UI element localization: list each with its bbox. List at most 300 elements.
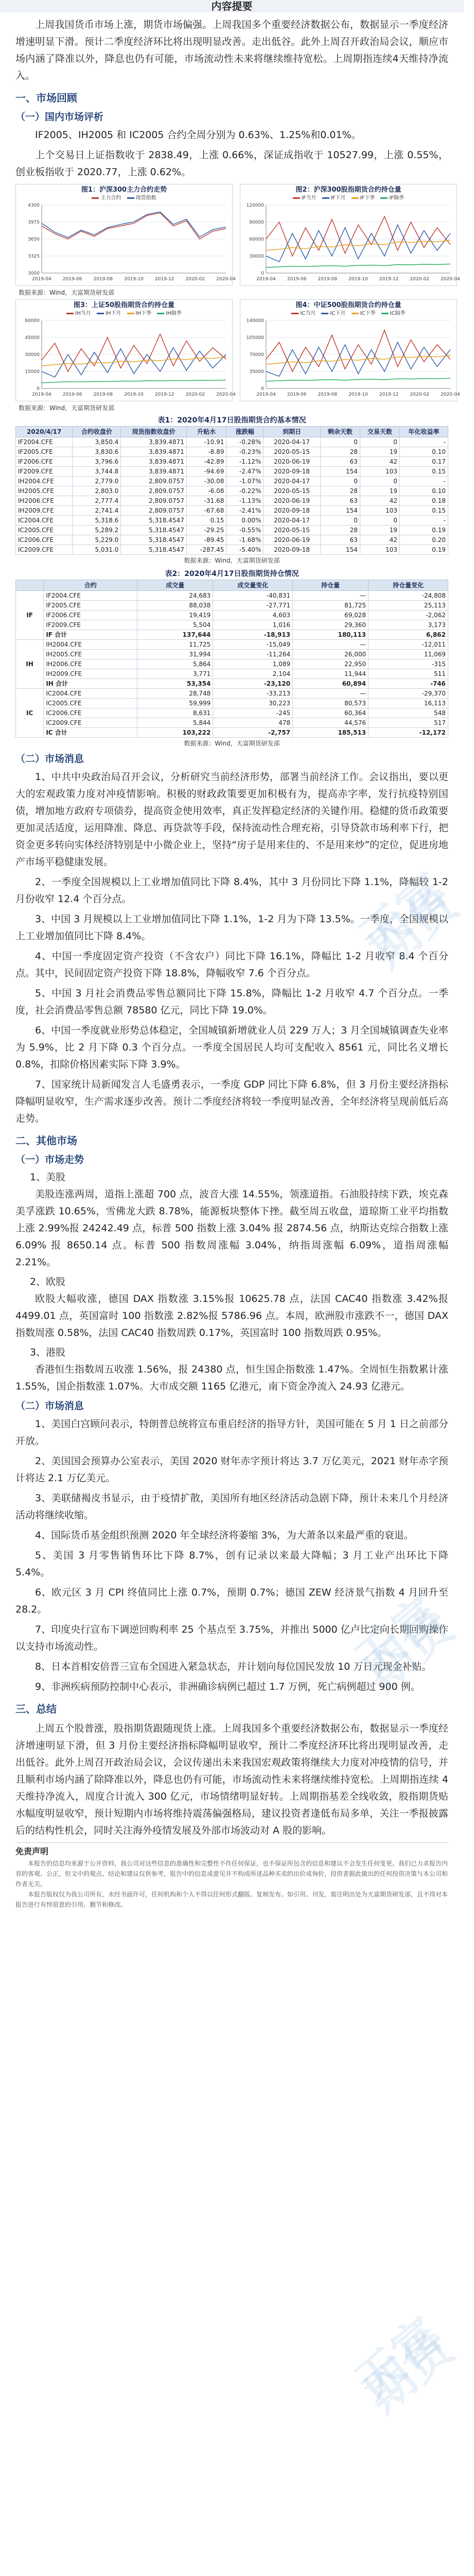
- watermark: 天富期货: [349, 864, 467, 978]
- table-header-cell: 现货指数收盘价: [121, 427, 187, 437]
- y-tick-label: 30000: [25, 352, 40, 358]
- chart-plot: [242, 202, 460, 284]
- table-cell: 5,318.4547: [121, 545, 187, 555]
- page-title: 内容提要: [211, 0, 253, 12]
- table-cell: 0.10: [400, 447, 448, 457]
- y-tick-label: 0: [37, 386, 40, 392]
- table-row: [16, 611, 448, 620]
- table-cell: -67.68: [186, 506, 226, 516]
- x-tick-label: 2019-08: [93, 277, 113, 282]
- table-cell: 25,113: [368, 601, 448, 611]
- overseas-news-item: 5、美国 3 月零售销售环比下降 8.7%，创有记录以来最大降幅；3 月工业产出环比下降 5.4%。: [15, 1550, 448, 1578]
- table-cell: 5,318.4547: [121, 516, 187, 526]
- section-summary-title: 三、总结: [15, 1703, 57, 1715]
- table-group-label: IF: [16, 591, 44, 640]
- legend-item: IC下季: [352, 311, 376, 316]
- table-cell: -: [400, 516, 448, 526]
- table-cell: 0: [360, 516, 399, 526]
- table-cell: 185,513: [293, 728, 368, 738]
- table-row: [16, 708, 448, 718]
- table-cell: -5.40%: [226, 545, 264, 555]
- table-cell: IH2004.CFE: [44, 640, 137, 650]
- table-row: [16, 467, 448, 477]
- table-row: [16, 689, 448, 699]
- table-row: [16, 601, 448, 611]
- domestic-paragraph-1: IF2005、IH2005 和 IC2005 合约全周分别为 0.63%、1.25%和0.01%。: [35, 129, 361, 141]
- table-cell: —: [293, 689, 368, 699]
- table-cell: 103,222: [137, 728, 213, 738]
- table-cell: 2,779.0: [73, 477, 121, 486]
- x-tick-label: 2019-12: [379, 277, 399, 282]
- table-cell: 511: [368, 669, 448, 679]
- table-cell: -40,831: [213, 591, 293, 601]
- x-tick-label: 2020-04: [441, 392, 460, 397]
- watermark: 天富期货: [345, 1587, 463, 1702]
- table-row: [16, 447, 448, 457]
- table-header-cell: 到期日: [264, 427, 320, 437]
- table-cell: -31.68: [186, 496, 226, 506]
- table-cell: -1.68%: [226, 535, 264, 545]
- table-cell: 3,830.6: [73, 447, 121, 457]
- table-cell: —: [293, 591, 368, 601]
- table2-title: 表2：2020年4月17日股指期货持仓情况: [165, 570, 299, 578]
- table-cell: 16,113: [368, 699, 448, 708]
- futures-basics-table: [15, 426, 448, 555]
- disclaimer-paragraph: 本报告的信息均来源于公开资料，我公司对这些信息的准确性和完整性不作任何保证，也不保证所包含的信息和建议不会发生任何变更。我们已力求报告内容的客观、公正，但文中的观点、结论和建议仅供参考，报告中的信息或意见并不构成所述品种买卖的出价或询价，投资者据此做出的任何投资决策与本公司和作者无关。: [15, 1860, 448, 1888]
- x-tick-label: 2019-08: [318, 392, 338, 397]
- table-cell: -6.08: [186, 486, 226, 496]
- chart-legend: [242, 195, 454, 202]
- table-cell: 0.15: [400, 467, 448, 477]
- table-cell: 22,950: [293, 659, 368, 669]
- table-cell: -24,808: [368, 591, 448, 601]
- table-cell: 0: [360, 477, 399, 486]
- table-cell: 63: [320, 496, 360, 506]
- overseas-news-item: 3、美联储褐皮书显示，由于疫情扩散，美国所有地区经济活动急剧下降，预计未来几个月经济活动将继续收缩。: [15, 1493, 448, 1521]
- table-cell: 3,839.4871: [121, 447, 187, 457]
- table-cell: 2,777.4: [73, 496, 121, 506]
- x-tick-label: 2020-04: [441, 277, 460, 282]
- table-header-cell: 持仓量变化: [368, 580, 448, 591]
- x-tick-label: 2019-12: [379, 392, 399, 397]
- table1-source-note: 数据来源：Wind，天富期货研发部: [184, 557, 280, 564]
- chart-legend: [18, 310, 230, 317]
- disclaimer-paragraph: 本报告版权仅为我公司所有，未经书面许可，任何机构和个人不得以任何形式翻版、复制发布。如引用、刊发，需注明出处为天富期货研发部，且不得对本报告进行有悖原意的引用、删节和修改。: [15, 1891, 448, 1908]
- table-cell: 0.20: [400, 535, 448, 545]
- chart-source-note: 数据来源：Wind，天富期货研发部: [19, 289, 115, 296]
- table-cell: IF2009.CFE: [16, 467, 73, 477]
- series-line: [42, 348, 226, 377]
- table-cell: 517: [368, 718, 448, 728]
- y-tick-label: 45000: [25, 335, 40, 341]
- table-cell: 2,809.0757: [121, 506, 187, 516]
- table-row: [16, 457, 448, 467]
- table-header-cell: [16, 580, 44, 591]
- table-cell: 0.00%: [226, 516, 264, 526]
- table-cell: 19: [360, 526, 399, 535]
- table-cell: 2,741.4: [73, 506, 121, 516]
- x-tick-label: 2019-12: [154, 392, 174, 397]
- table-cell: 63: [320, 457, 360, 467]
- news-item: 6、中国一季度就业形势总体稳定，全国城镇新增就业人员 229 万人；3 月全国城镇调查失业率为 5.9%，比 2 月下降 0.3 个百分点。一季度全国居民人均可支配收入 8561 元，同比名义增长 0.8%，扣除价格因素实际下降 3.9%。: [15, 1025, 448, 1070]
- x-tick-label: 2020-02: [185, 277, 205, 282]
- table-cell: 24,683: [137, 591, 213, 601]
- table-header-row: [16, 427, 448, 437]
- table-cell: 0.15: [400, 506, 448, 516]
- legend-item: IC隔季: [381, 311, 406, 316]
- chart-plot: [18, 202, 236, 284]
- table-header-cell: 合约: [44, 580, 137, 591]
- table-cell: IF2004.CFE: [44, 591, 137, 601]
- table-cell: 2,809.0757: [121, 496, 187, 506]
- table-cell: -18,913: [213, 630, 293, 640]
- legend-item: IH当月: [66, 311, 91, 316]
- table-cell: 5,504: [137, 620, 213, 630]
- subsection-domestic-title: （一）国内市场评析: [15, 111, 104, 123]
- table-cell: 2020-06-19: [264, 496, 320, 506]
- chart-title: 图2：沪深300股指期货合约持仓量: [295, 186, 401, 194]
- table-row: [16, 669, 448, 679]
- summary-conclusion-paragraph: 上周五个股普涨，股指期货跟随现货上涨。上周我国多个重要经济数据公布，数据显示一季度经济增速明显下滑，但 3 月份主要经济指标降幅明显收窄，预计二季度经济环比将出现明显改善，走出低谷。此外上周召开政治局会议，会议传递出未来我国宏观政策将继续大力度对冲疫情的信号，并且顺利市场内涵了除降准以外，降息也仍有可能，市场流动性未来将继续维持宽松。上周期指连续 4 天维持净流入，周度合计流入 300 亿元，市场情绪明显好转。上周期指基差全线收敛，股指期货贴水幅度明显收窄，预计短期内市场将维持震荡偏强格局，建议投资者逢低布局多单，关注一季报披露后的结构性机会，同时关注海外疫情发展及外部市场波动对 A 股的影响。: [15, 1723, 448, 1836]
- page-header: [0, 0, 464, 12]
- table-cell: 80,573: [293, 699, 368, 708]
- y-tick-label: 0: [261, 271, 264, 276]
- x-tick-label: 2019-10: [124, 392, 144, 397]
- table-cell: IH2006.CFE: [44, 659, 137, 669]
- chart-title: 图4：中证500股指期货合约持仓量: [295, 301, 401, 309]
- table-row: [16, 699, 448, 708]
- table-row: [16, 640, 448, 650]
- us-stocks-heading: 1、美股: [30, 1172, 66, 1183]
- table-cell: IH2004.CFE: [16, 477, 73, 486]
- table-row: [16, 516, 448, 526]
- table-cell: 3,771: [137, 669, 213, 679]
- table2-source-note: 数据来源：Wind，天富期货研发部: [184, 740, 280, 747]
- table-row: [16, 486, 448, 496]
- table-cell: IH2005.CFE: [16, 486, 73, 496]
- table-row: [16, 591, 448, 601]
- table-header-row: [16, 580, 448, 591]
- summary-paragraph: 上周我国货币市场上涨，期货市场偏强。上周我国多个重要经济数据公布，数据显示一季度经济增速明显下滑。预计二季度经济环比将出现明显改善。走出低谷。此外上周召开政治局会议，顺应市场内涵了降准以外，降息也仍有可能，市场流动性未来将继续维持宽松。上周期指连续4天维持净流入。: [15, 19, 448, 81]
- table-cell: 0.15: [186, 516, 226, 526]
- table-cell: 19: [360, 486, 399, 496]
- table-cell: -: [400, 437, 448, 447]
- table-cell: -12,172: [368, 728, 448, 738]
- table-cell: 5,229.0: [73, 535, 121, 545]
- eu-stocks-heading: 2、欧股: [30, 1276, 66, 1287]
- table-cell: 3,173: [368, 620, 448, 630]
- section-other-markets-title: 二、其他市场: [15, 1134, 77, 1147]
- table-cell: 2020-04-17: [264, 477, 320, 486]
- table-cell: 5,318.6: [73, 516, 121, 526]
- table-cell: 103: [360, 545, 399, 555]
- table-cell: IF2005.CFE: [44, 601, 137, 611]
- table-cell: 63: [320, 535, 360, 545]
- series-line: [266, 330, 450, 371]
- table-cell: 28,748: [137, 689, 213, 699]
- x-tick-label: 2019-08: [93, 392, 113, 397]
- table-cell: IH2009.CFE: [44, 669, 137, 679]
- us-stocks-paragraph: 美股连涨两周，道指上涨超 700 点，波音大涨 14.55%，领涨道指。石油股持续下跌，埃克森美孚涨跌 10.65%，雪佛龙大跌 8.78%，能源板块整体下挫。截至周五收盘，道琼斯工业平均指数上涨 2.99%报 24242.49 点，标普 500 指数上涨 3.04% 报 2874.56 点，纳斯达克综合指数上涨 6.09% 报 8650.14 点。标普 500 指数周涨幅 3.04%，纳指周涨幅 6.09%，道指周涨幅 2.21%。: [15, 1189, 448, 1268]
- table-cell: 103: [360, 506, 399, 516]
- legend-item: IF下季: [352, 195, 375, 201]
- table-cell: -1.07%: [226, 477, 264, 486]
- table-cell: IH2005.CFE: [44, 650, 137, 659]
- table-cell: 0.10: [400, 486, 448, 496]
- table-cell: IC2009.CFE: [44, 718, 137, 728]
- chart-fig3: [15, 299, 236, 401]
- x-tick-label: 2019-10: [348, 277, 368, 282]
- y-tick-label: 120000: [246, 203, 264, 208]
- table-cell: -33,213: [213, 689, 293, 699]
- watermark: 天富期货: [345, 2308, 463, 2423]
- legend-item: IC下月: [321, 311, 345, 316]
- section-market-review-title: 一、市场回顾: [15, 92, 77, 104]
- overseas-news-item: 6、欧元区 3 月 CPI 终值同比上涨 0.7%，预期 0.7%；德国 ZEW 经济景气指数 4 月回升至 28.2。: [15, 1587, 448, 1615]
- y-tick-label: 35000: [249, 369, 264, 375]
- table-cell: -42.89: [186, 457, 226, 467]
- table-header-cell: 成交量: [137, 580, 213, 591]
- table-cell: 28: [320, 447, 360, 457]
- table-cell: IC2004.CFE: [44, 689, 137, 699]
- series-line: [266, 264, 450, 267]
- table-cell: 2,809.0757: [121, 477, 187, 486]
- x-tick-label: 2019-04: [32, 277, 51, 282]
- table-cell: 6,862: [368, 630, 448, 640]
- legend-item: 主力合约: [92, 195, 121, 201]
- y-tick-label: 15000: [25, 369, 40, 375]
- table-cell: -15,049: [213, 640, 293, 650]
- table-cell: 0: [320, 437, 360, 447]
- x-tick-label: 2019-04: [32, 392, 51, 397]
- chart-title: 图3：上证50股指期货合约持仓量: [73, 301, 175, 309]
- y-tick-label: 70000: [249, 352, 264, 358]
- table-cell: 2020-05-15: [264, 526, 320, 535]
- table-cell: 154: [320, 506, 360, 516]
- table-row: [16, 630, 448, 640]
- table-cell: IF 合计: [44, 630, 137, 640]
- table-cell: -2,757: [213, 728, 293, 738]
- table-row: [16, 650, 448, 659]
- disclaimer-title: 免责声明: [15, 1846, 49, 1856]
- table-cell: -23,120: [213, 679, 293, 689]
- table-cell: 3,839.4871: [121, 457, 187, 467]
- table-cell: -11,264: [213, 650, 293, 659]
- table-row: [16, 679, 448, 689]
- table-cell: 3,744.8: [73, 467, 121, 477]
- table-cell: -2,062: [368, 611, 448, 620]
- overseas-news-item: 1、美国白宫顾问表示，特朗普总统将宣布重启经济的指导方针，美国可能在 5 月 1 日之前部分开放。: [15, 1418, 448, 1447]
- table-row: [16, 620, 448, 630]
- table-cell: 69,028: [293, 611, 368, 620]
- table-cell: 2020-04-17: [264, 437, 320, 447]
- y-tick-label: 90000: [249, 220, 264, 225]
- y-tick-label: 4300: [28, 203, 40, 208]
- table-cell: 44,576: [293, 718, 368, 728]
- table-row: [16, 437, 448, 447]
- table-cell: 548: [368, 708, 448, 718]
- table-cell: 3,839.4871: [121, 467, 187, 477]
- table-cell: IC2004.CFE: [16, 516, 73, 526]
- table-header-cell: 合约收盘价: [73, 427, 121, 437]
- overseas-news-item: 7、印度央行宣布下调逆回购利率 25 个基点至 3.75%，并推出 5000 亿卢比定向长期回购操作以支持市场流动性。: [15, 1624, 448, 1652]
- table-cell: -0.55%: [226, 526, 264, 535]
- chart-plot: [242, 317, 460, 400]
- y-tick-label: 3975: [28, 220, 40, 225]
- table-cell: 88,038: [137, 601, 213, 611]
- table-cell: 2020-05-15: [264, 447, 320, 457]
- table-group-label: IC: [16, 689, 44, 738]
- table-cell: 154: [320, 545, 360, 555]
- table-cell: 26,000: [293, 650, 368, 659]
- table-row: [16, 506, 448, 516]
- subsection-market-trend-title: （一）市场走势: [15, 1154, 84, 1165]
- y-tick-label: 3650: [28, 237, 40, 242]
- legend-item: IF隔季: [380, 195, 404, 201]
- table-cell: 0: [320, 477, 360, 486]
- legend-item: IH下季: [127, 311, 151, 316]
- table-cell: IC2006.CFE: [16, 535, 73, 545]
- charts-grid: [15, 299, 460, 401]
- table-cell: 3,850.4: [73, 437, 121, 447]
- news-item: 7、国家统计局新闻发言人毛盛勇表示，一季度 GDP 同比下降 6.8%，但 3 月份主要经济指标降幅明显收窄，生产需求逐步改善。预计二季度经济将较一季度明显改善，全年经济将呈现前低后高走势。: [15, 1079, 448, 1124]
- table-cell: 42: [360, 535, 399, 545]
- table-cell: IC2006.CFE: [44, 708, 137, 718]
- eu-stocks-paragraph: 欧股大幅收涨，德国 DAX 指数涨 3.15%报 10625.78 点，法国 CAC40 指数涨 3.42%报 4499.01 点，英国富时 100 指数涨 2.82%报 5786.96 点。本周，欧洲股市涨跌不一，德国 DAX 指数周涨 0.58%，法国 CAC40 指数周跌 0.17%，英国富时 100 指数周跌 0.95%。: [15, 1293, 448, 1338]
- table-header-cell: 涨跌幅: [226, 427, 264, 437]
- table-row: [16, 526, 448, 535]
- table-cell: 19,419: [137, 611, 213, 620]
- y-tick-label: 3325: [28, 254, 40, 259]
- table-cell: 103: [360, 467, 399, 477]
- table-cell: 2020-09-18: [264, 545, 320, 555]
- table-cell: -0.28%: [226, 437, 264, 447]
- table-cell: -1.12%: [226, 457, 264, 467]
- table-cell: 5,318.4547: [121, 526, 187, 535]
- table-header-cell: 成交量变化: [213, 580, 293, 591]
- table-cell: IF2006.CFE: [16, 457, 73, 467]
- table-cell: 1,089: [213, 659, 293, 669]
- x-tick-label: 2019-06: [62, 277, 82, 282]
- table-header-cell: 升贴水: [186, 427, 226, 437]
- table-cell: 2020-09-18: [264, 506, 320, 516]
- table-cell: 5,031.0: [73, 545, 121, 555]
- x-tick-label: 2019-06: [62, 392, 82, 397]
- table-cell: -315: [368, 659, 448, 669]
- table-cell: 81,725: [293, 601, 368, 611]
- legend-item: IF当月: [293, 195, 317, 201]
- series-line: [266, 378, 450, 381]
- table-cell: -2.47%: [226, 467, 264, 477]
- x-tick-label: 2019-10: [124, 277, 144, 282]
- legend-item: IH隔季: [157, 311, 181, 316]
- table-cell: —: [293, 640, 368, 650]
- table-cell: IC2005.CFE: [16, 526, 73, 535]
- chart-source-note: 数据来源：Wind，天富期货研发部: [19, 404, 115, 412]
- table-cell: 478: [213, 718, 293, 728]
- table-cell: 31,994: [137, 650, 213, 659]
- table-cell: 29,360: [293, 620, 368, 630]
- table-cell: IC2009.CFE: [16, 545, 73, 555]
- domestic-paragraph-2: 上个交易日上证指数收于 2838.49，上涨 0.66%，深证成指收于 10527.99，上涨 0.55%，创业板指收于 2020.77，上涨 0.62%。: [15, 149, 448, 178]
- x-tick-label: 2019-10: [348, 392, 368, 397]
- table-cell: 0.17: [400, 457, 448, 467]
- x-tick-label: 2020-04: [216, 392, 236, 397]
- table-cell: 11,944: [293, 669, 368, 679]
- table-cell: 28: [320, 486, 360, 496]
- table-cell: -1.13%: [226, 496, 264, 506]
- table-cell: -287.45: [186, 545, 226, 555]
- legend-item: IF下月: [322, 195, 346, 201]
- table-cell: IF2009.CFE: [44, 620, 137, 630]
- table-cell: 0: [320, 516, 360, 526]
- table-cell: IC2005.CFE: [44, 699, 137, 708]
- table-cell: 2,809.0757: [121, 486, 187, 496]
- table-cell: 60,364: [293, 708, 368, 718]
- chart-legend: [242, 310, 454, 317]
- table-cell: 11,725: [137, 640, 213, 650]
- overseas-news-item: 4、国际货币基金组织预测 2020 年全球经济将萎缩 3%，为大萧条以来最严重的衰退。: [35, 1530, 414, 1541]
- legend-item: IC当月: [291, 311, 315, 316]
- y-tick-label: 30000: [249, 254, 264, 259]
- legend-item: 现货指数: [127, 195, 156, 201]
- hk-stocks-paragraph: 香港恒生指数周五收涨 1.56%，报 24380 点，恒生国企指数涨 1.47%。全周恒生指数累计涨 1.55%，国企指数涨 1.07%。大市成交额 1165 亿港元，南下资金净流入 24.93 亿港元。: [15, 1364, 448, 1392]
- subsection-market-news-title: （二）市场消息: [15, 753, 84, 765]
- table-group-label: IH: [16, 640, 44, 689]
- series-line: [42, 380, 226, 383]
- table-cell: 1,016: [213, 620, 293, 630]
- table-cell: -10.91: [186, 437, 226, 447]
- news-item: 2、一季度全国规模以上工业增加值同比下降 8.4%，其中 3 月份同比下降 1.1%，降幅较 1-2 月份收窄 12.4 个百分点。: [15, 876, 448, 905]
- x-tick-label: 2019-04: [256, 392, 276, 397]
- series-line: [42, 357, 226, 366]
- x-tick-label: 2020-02: [410, 277, 430, 282]
- y-tick-label: 60000: [25, 318, 40, 324]
- chart-plot: [18, 317, 236, 400]
- hk-stocks-heading: 3、港股: [30, 1347, 66, 1358]
- y-tick-label: 60000: [249, 237, 264, 242]
- charts-grid: [15, 184, 460, 286]
- legend-item: IH下月: [97, 311, 121, 316]
- subsection-overseas-news-title: （二）市场消息: [15, 1400, 84, 1412]
- table-cell: -12,011: [368, 640, 448, 650]
- x-tick-label: 2019-04: [256, 277, 276, 282]
- table-row: [16, 545, 448, 555]
- table-cell: 30,223: [213, 699, 293, 708]
- table-cell: IF2006.CFE: [44, 611, 137, 620]
- table-cell: 2020-09-18: [264, 467, 320, 477]
- table-row: [16, 496, 448, 506]
- y-tick-label: 0: [261, 386, 264, 392]
- table-cell: IH 合计: [44, 679, 137, 689]
- news-item: 1、中共中央政治局召开会议，分析研究当前经济形势，部署当前经济工作。会议指出，要以更大的宏观政策力度对冲疫情影响。积极的财政政策要更加积极有为，提高赤字率，发行抗疫特别国债，增加地方政府专项债券，提高资金使用效率，真正发挥稳定经济的关键作用。稳健的货币政策要更加灵活适度，运用降准、降息、再贷款等手段，保持流动性合理充裕，引导贷款市场利率下行，把资金更多转向实体经济特别是中小微企业上，坚持“房子是用来住的、不是用来炒”的定位，促进房地产市场平稳健康发展。: [15, 771, 448, 868]
- table-cell: IF2005.CFE: [16, 447, 73, 457]
- table-cell: 154: [320, 467, 360, 477]
- series-line: [42, 212, 226, 238]
- table-cell: 4,603: [213, 611, 293, 620]
- futures-position-table: [15, 580, 448, 738]
- table-header-cell: 持仓量: [293, 580, 368, 591]
- table-cell: IH2006.CFE: [16, 496, 73, 506]
- table-cell: 42: [360, 457, 399, 467]
- table-cell: -746: [368, 679, 448, 689]
- y-tick-label: 3000: [28, 271, 40, 276]
- table-cell: 2020-06-19: [264, 535, 320, 545]
- table-cell: 8,631: [137, 708, 213, 718]
- news-item: 3、中国 3 月规模以上工业增加值同比下降 1.1%，1-2 月为下降 13.5%。一季度，全国规模以上工业增加值同比下降 8.4%。: [15, 913, 448, 942]
- table-cell: -8.89: [186, 447, 226, 457]
- table-row: [16, 477, 448, 486]
